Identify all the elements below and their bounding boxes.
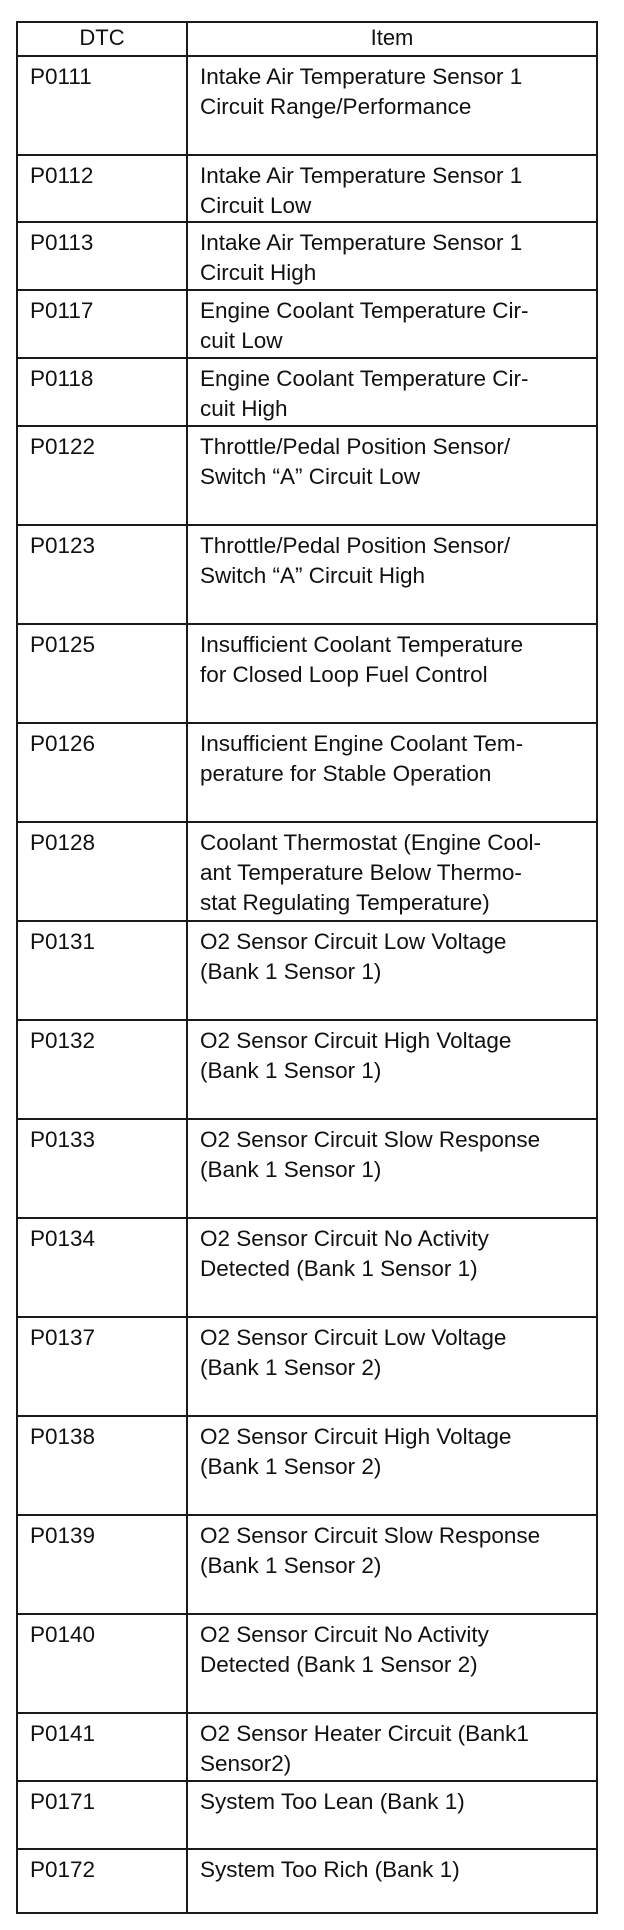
dtc-description: O2 Sensor Circuit High Voltage (Bank 1 Sensor 2) <box>187 1416 597 1515</box>
dtc-code: P0125 <box>17 624 187 723</box>
dtc-description: Intake Air Temperature Sensor 1 Circuit Low <box>187 155 597 222</box>
table-row <box>17 1713 597 1781</box>
dtc-description: Coolant Thermostat (Engine Cool- ant Temperature Below Thermo- stat Regulating Temperature) <box>187 822 597 921</box>
dtc-code: P0123 <box>17 525 187 624</box>
table-row <box>17 921 597 1020</box>
dtc-code: P0112 <box>17 155 187 222</box>
dtc-description: Throttle/Pedal Position Sensor/ Switch “A” Circuit Low <box>187 426 597 525</box>
dtc-code: P0122 <box>17 426 187 525</box>
dtc-code: P0134 <box>17 1218 187 1317</box>
table-row <box>17 1317 597 1416</box>
dtc-table <box>16 21 598 1914</box>
table-row <box>17 822 597 921</box>
table-header-row <box>17 22 597 56</box>
dtc-description: Engine Coolant Temperature Cir- cuit Low <box>187 290 597 358</box>
dtc-description: O2 Sensor Circuit Slow Response (Bank 1 Sensor 2) <box>187 1515 597 1614</box>
dtc-description: Insufficient Engine Coolant Tem- perature for Stable Operation <box>187 723 597 822</box>
dtc-code: P0126 <box>17 723 187 822</box>
table-row <box>17 624 597 723</box>
dtc-description: Engine Coolant Temperature Cir- cuit High <box>187 358 597 426</box>
table-row <box>17 1515 597 1614</box>
dtc-description: O2 Sensor Circuit No Activity Detected (Bank 1 Sensor 2) <box>187 1614 597 1713</box>
table-row <box>17 1020 597 1119</box>
dtc-code: P0171 <box>17 1781 187 1849</box>
table-row <box>17 56 597 155</box>
table-row <box>17 1614 597 1713</box>
header-dtc: DTC <box>17 22 187 56</box>
table-row <box>17 426 597 525</box>
dtc-code: P0113 <box>17 222 187 290</box>
dtc-description: O2 Sensor Circuit No Activity Detected (Bank 1 Sensor 1) <box>187 1218 597 1317</box>
table-row <box>17 290 597 358</box>
dtc-code: P0141 <box>17 1713 187 1781</box>
table-row <box>17 222 597 290</box>
table-row <box>17 525 597 624</box>
table-row <box>17 155 597 222</box>
dtc-code: P0131 <box>17 921 187 1020</box>
dtc-code: P0137 <box>17 1317 187 1416</box>
dtc-code: P0138 <box>17 1416 187 1515</box>
dtc-code: P0128 <box>17 822 187 921</box>
dtc-description: Intake Air Temperature Sensor 1 Circuit Range/Performance <box>187 56 597 155</box>
dtc-description: System Too Rich (Bank 1) <box>187 1849 597 1913</box>
dtc-code: P0132 <box>17 1020 187 1119</box>
dtc-description: O2 Sensor Circuit Slow Response (Bank 1 Sensor 1) <box>187 1119 597 1218</box>
table-row <box>17 1781 597 1849</box>
header-item: Item <box>187 22 597 56</box>
dtc-code: P0118 <box>17 358 187 426</box>
dtc-code: P0111 <box>17 56 187 155</box>
dtc-description: System Too Lean (Bank 1) <box>187 1781 597 1849</box>
table-row <box>17 1849 597 1913</box>
table-row <box>17 1416 597 1515</box>
dtc-code: P0139 <box>17 1515 187 1614</box>
dtc-code: P0172 <box>17 1849 187 1913</box>
dtc-description: Insufficient Coolant Temperature for Closed Loop Fuel Control <box>187 624 597 723</box>
dtc-code: P0117 <box>17 290 187 358</box>
dtc-code: P0140 <box>17 1614 187 1713</box>
dtc-description: O2 Sensor Circuit High Voltage (Bank 1 Sensor 1) <box>187 1020 597 1119</box>
dtc-code: P0133 <box>17 1119 187 1218</box>
dtc-description: O2 Sensor Heater Circuit (Bank1 Sensor2) <box>187 1713 597 1781</box>
table-row <box>17 1218 597 1317</box>
dtc-description: Throttle/Pedal Position Sensor/ Switch “A” Circuit High <box>187 525 597 624</box>
table-row <box>17 358 597 426</box>
dtc-description: Intake Air Temperature Sensor 1 Circuit High <box>187 222 597 290</box>
dtc-description: O2 Sensor Circuit Low Voltage (Bank 1 Sensor 1) <box>187 921 597 1020</box>
table-row <box>17 1119 597 1218</box>
table-row <box>17 723 597 822</box>
dtc-description: O2 Sensor Circuit Low Voltage (Bank 1 Sensor 2) <box>187 1317 597 1416</box>
